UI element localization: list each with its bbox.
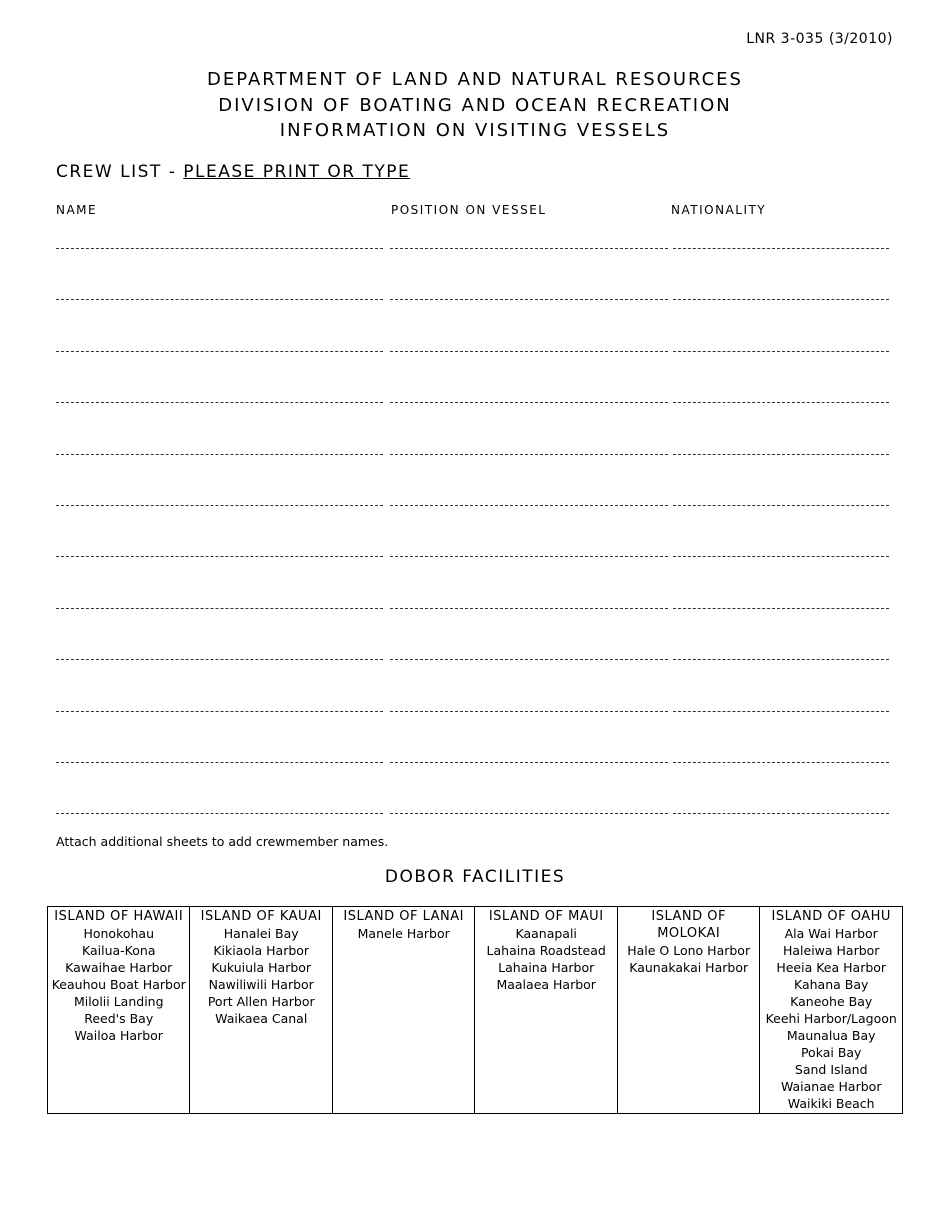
form-number: LNR 3-035 (3/2010)	[746, 31, 893, 47]
crew-nationality-field[interactable]	[673, 299, 889, 300]
harbor-name: Kaanapali	[515, 926, 577, 941]
island-name: ISLAND OF KAUAI	[200, 909, 322, 924]
form-title: INFORMATION ON VISITING VESSELS	[279, 120, 671, 141]
harbor-name: Ala Wai Harbor	[784, 926, 878, 941]
harbor-name: Kawaihae Harbor	[65, 960, 173, 975]
harbor-name: Port Allen Harbor	[207, 994, 315, 1009]
department-title: DEPARTMENT OF LAND AND NATURAL RESOURCES	[207, 69, 743, 90]
crew-position-field[interactable]	[390, 659, 668, 660]
harbor-name: Lahaina Roadstead	[486, 943, 606, 958]
column-header-nationality: NATIONALITY	[671, 203, 767, 217]
island-column	[332, 907, 474, 1114]
harbor-name: Reed's Bay	[84, 1011, 154, 1026]
crew-name-field[interactable]	[56, 813, 383, 814]
harbor-name: Waikiki Beach	[787, 1096, 875, 1111]
harbor-name: Kaunakakai Harbor	[629, 960, 749, 975]
crew-nationality-field[interactable]	[673, 402, 889, 403]
crew-position-field[interactable]	[390, 505, 668, 506]
crew-list-instruction: PLEASE PRINT OR TYPE	[183, 162, 411, 182]
crew-position-field[interactable]	[390, 762, 668, 763]
crew-position-field[interactable]	[390, 248, 668, 249]
island-name: ISLAND OF MOLOKAI	[651, 909, 726, 941]
crew-name-field[interactable]	[56, 762, 383, 763]
crew-nationality-field[interactable]	[673, 762, 889, 763]
crew-nationality-field[interactable]	[673, 505, 889, 506]
crew-name-field[interactable]	[56, 608, 383, 609]
form-header	[0, 67, 950, 144]
harbor-name: Pokai Bay	[800, 1045, 862, 1060]
crew-position-field[interactable]	[390, 402, 668, 403]
crew-nationality-field[interactable]	[673, 711, 889, 712]
crew-name-field[interactable]	[56, 248, 383, 249]
harbor-name: Sand Island	[794, 1062, 868, 1077]
crew-nationality-field[interactable]	[673, 659, 889, 660]
crew-name-field[interactable]	[56, 454, 383, 455]
harbor-name: Maunalua Bay	[786, 1028, 876, 1043]
island-name: ISLAND OF MAUI	[488, 909, 604, 924]
column-header-name: NAME	[56, 203, 98, 217]
crew-position-field[interactable]	[390, 711, 668, 712]
island-name: ISLAND OF HAWAII	[54, 909, 184, 924]
crew-nationality-field[interactable]	[673, 248, 889, 249]
harbor-name: Manele Harbor	[357, 926, 450, 941]
harbor-name: Kikiaola Harbor	[213, 943, 310, 958]
island-name: ISLAND OF LANAI	[343, 909, 465, 924]
crew-position-field[interactable]	[390, 608, 668, 609]
island-column	[760, 907, 903, 1114]
column-header-position: POSITION ON VESSEL	[391, 203, 547, 217]
harbor-name: Lahaina Harbor	[498, 960, 595, 975]
crew-nationality-field[interactable]	[673, 608, 889, 609]
harbor-name: Honokohau	[83, 926, 155, 941]
crew-name-field[interactable]	[56, 711, 383, 712]
facilities-title: DOBOR FACILITIES	[384, 867, 566, 887]
harbor-name: Keauhou Boat Harbor	[51, 977, 186, 992]
island-column	[190, 907, 332, 1114]
crew-list-title: CREW LIST -	[56, 162, 184, 182]
crew-position-field[interactable]	[390, 556, 668, 557]
island-name: ISLAND OF OAHU	[771, 909, 891, 924]
crew-note: Attach additional sheets to add crewmember names.	[56, 834, 389, 849]
harbor-name: Haleiwa Harbor	[782, 943, 880, 958]
harbor-name: Heeia Kea Harbor	[776, 960, 887, 975]
crew-name-field[interactable]	[56, 402, 383, 403]
harbor-name: Waikaea Canal	[215, 1011, 308, 1026]
crew-nationality-field[interactable]	[673, 556, 889, 557]
crew-nationality-field[interactable]	[673, 813, 889, 814]
crew-nationality-field[interactable]	[673, 351, 889, 352]
crew-position-field[interactable]	[390, 454, 668, 455]
facilities-table	[47, 906, 903, 1114]
crew-nationality-field[interactable]	[673, 454, 889, 455]
harbor-name: Wailoa Harbor	[74, 1028, 163, 1043]
division-title: DIVISION OF BOATING AND OCEAN RECREATION	[218, 94, 732, 116]
crew-name-field[interactable]	[56, 505, 383, 506]
harbor-name: Kaneohe Bay	[790, 994, 873, 1009]
island-column	[617, 907, 759, 1114]
harbor-name: Hale O Lono Harbor	[627, 943, 751, 958]
crew-name-field[interactable]	[56, 659, 383, 660]
crew-position-field[interactable]	[390, 299, 668, 300]
harbor-name: Maalaea Harbor	[496, 977, 596, 992]
crew-list-heading	[56, 162, 410, 182]
island-column	[475, 907, 617, 1114]
harbor-name: Kukuiula Harbor	[211, 960, 312, 975]
crew-name-field[interactable]	[56, 299, 383, 300]
crew-position-field[interactable]	[390, 813, 668, 814]
harbor-name: Hanalei Bay	[223, 926, 299, 941]
crew-name-field[interactable]	[56, 351, 383, 352]
harbor-name: Kahana Bay	[794, 977, 869, 992]
harbor-name: Waianae Harbor	[780, 1079, 882, 1094]
harbor-name: Keehi Harbor/Lagoon	[765, 1011, 897, 1026]
crew-position-field[interactable]	[390, 351, 668, 352]
harbor-name: Kailua-Kona	[82, 943, 156, 958]
harbor-name: Nawiliwili Harbor	[208, 977, 314, 992]
crew-name-field[interactable]	[56, 556, 383, 557]
harbor-name: Milolii Landing	[73, 994, 164, 1009]
island-column	[48, 907, 190, 1114]
